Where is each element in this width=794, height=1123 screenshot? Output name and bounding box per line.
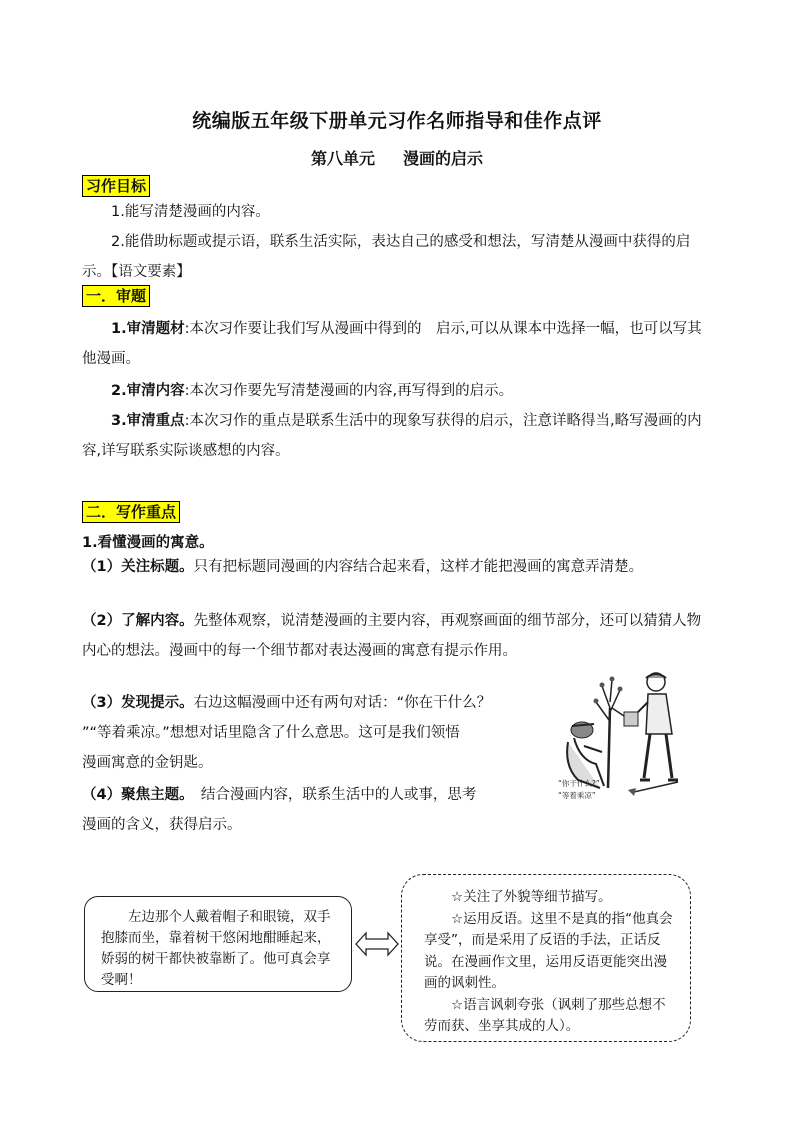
item-label: 2.审清内容 xyxy=(111,383,185,399)
tip-line: 结合漫画内容，联系生活中的人或事，思考 xyxy=(186,787,477,803)
tip-text: 先整体观察，说清楚漫画的主要内容，再观察画面的细节部分，还可以猜猜人物内心的想法。漫画中的每一个细节都对表达漫画的寓意有提示作用。 xyxy=(82,613,702,659)
double-arrow-icon xyxy=(354,930,400,958)
sample-text: 左边那个人戴着帽子和眼镜，双手抱膝而坐，靠着树干悠闲地酣睡起来，娇弱的树干都快被靠断了。他可真会享受啊！ xyxy=(101,909,331,988)
item-text: :本次习作要让我们写从漫画中得到的 启示,可以从课本中选择一幅，也可以写其他漫画。 xyxy=(82,321,702,367)
unit-label: 第八单元 xyxy=(310,149,375,168)
tip-line: 漫画寓意的金钥匙。 xyxy=(82,755,213,771)
tip-label: （2）了解内容。 xyxy=(82,613,194,629)
unit-subtitle xyxy=(0,146,794,169)
comment-box xyxy=(401,874,691,1042)
section2-subheading: 1.看懂漫画的寓意。 xyxy=(82,535,214,551)
comment-item: ☆运用反语。这里不是真的指“他真会享受”，而是采用了反语的手法，正话反说。在漫画作文里，运用反语更能突出漫画的讽刺性。 xyxy=(424,910,673,991)
comic-illustration xyxy=(538,668,690,810)
tip-line: 右边这幅漫画中还有两句对话：“你在干什么？ xyxy=(193,695,492,711)
goal-item-1: 1.能写清楚漫画的内容。 xyxy=(111,204,270,220)
item-text: :本次习作的重点是联系生活中的现象写获得的启示，注意详略得当,略写漫画的内容,详写联系实际谈感想的内容。 xyxy=(82,413,702,459)
tip-label: （3）发现提示。 xyxy=(82,695,194,711)
item-text: :本次习作要先写清楚漫画的内容,再写得到的启示。 xyxy=(184,383,514,399)
item-label: 3.审清重点 xyxy=(111,413,185,429)
goals-heading: 习作目标 xyxy=(82,175,150,197)
item-label: 1.审清题材 xyxy=(111,321,185,337)
tip-line: ”“等着乘凉。”想想对话里隐含了什么意思。这可是我们领悟 xyxy=(82,725,460,741)
section1-heading: 一．审题 xyxy=(82,285,150,307)
tip-content xyxy=(82,606,712,666)
topic-label: 漫画的启示 xyxy=(403,149,484,168)
tip-line: 漫画的含义，获得启示。 xyxy=(82,817,242,833)
section1-item-1 xyxy=(82,314,712,374)
section1-item-2 xyxy=(82,376,712,406)
document-title: 统编版五年级下册单元习作名师指导和佳作点评 xyxy=(192,110,602,132)
tip-theme xyxy=(82,780,542,840)
section2-heading-wrap xyxy=(82,502,180,522)
section1-heading-wrap xyxy=(82,286,150,306)
sample-text-box xyxy=(84,896,352,992)
goal-item-2: 2.能借助标题或提示语，联系生活实际，表达自己的感受和想法，写清楚从漫画中获得的启示。【语文要素】 xyxy=(82,234,691,280)
comment-item: ☆关注了外貌等细节描写。 xyxy=(451,889,612,905)
comment-item: ☆语言讽刺夸张（讽刺了那些总想不劳而获、坐享其成的人）。 xyxy=(424,996,666,1034)
comic-caption-2: “等着乘凉” xyxy=(558,791,596,800)
section1-item-3 xyxy=(82,406,712,466)
tip-hint xyxy=(82,688,542,778)
tip-label: （1）关注标题。 xyxy=(82,559,194,575)
comic-caption-1: “你干什么?” xyxy=(558,779,600,788)
goals-heading-wrap xyxy=(82,176,150,196)
tip-text: 只有把标题同漫画的内容结合起来看，这样才能把漫画的寓意弄清楚。 xyxy=(193,559,644,575)
tip-title xyxy=(82,552,712,582)
section2-heading: 二．写作重点 xyxy=(82,501,180,523)
tip-label: （4）聚焦主题。 xyxy=(82,787,187,803)
